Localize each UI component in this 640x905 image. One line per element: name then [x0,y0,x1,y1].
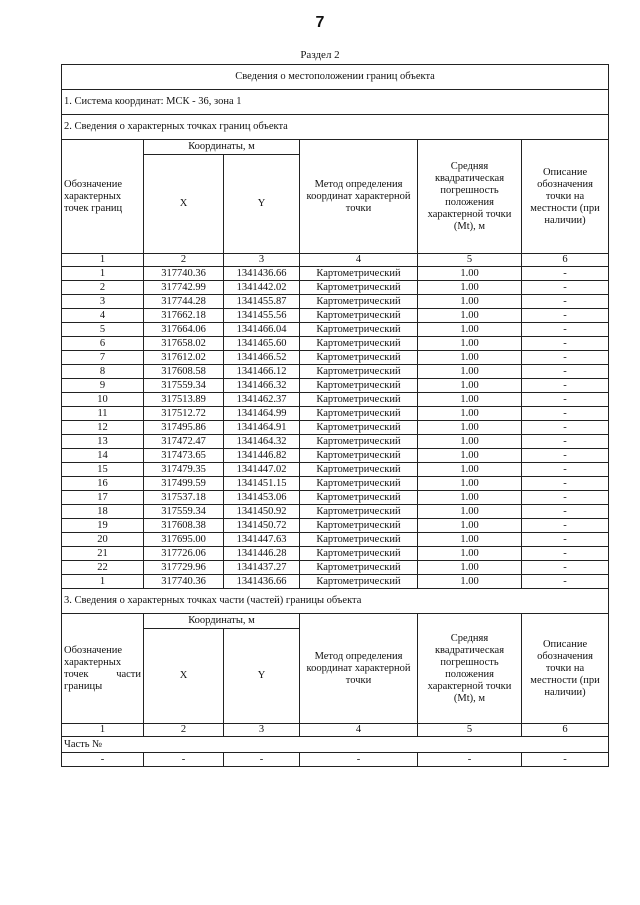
description: - [522,435,609,449]
accuracy: 1.00 [418,491,522,505]
coord-y: 1341450.72 [224,519,300,533]
description: - [522,575,609,589]
header-part-description: Описание обозначения точки на местности (при наличии) [522,614,609,724]
point-number: 3 [62,295,144,309]
coord-x: 317559.34 [144,379,224,393]
coord-x: 317608.58 [144,365,224,379]
column-number: 1 [62,254,144,267]
accuracy: 1.00 [418,463,522,477]
accuracy: 1.00 [418,435,522,449]
column-number: 5 [418,254,522,267]
coord-x: 317744.28 [144,295,224,309]
column-number: 3 [224,254,300,267]
point-number: 10 [62,393,144,407]
parts-heading: 3. Сведения о характерных точках части (частей) границы объекта [62,589,609,614]
accuracy: 1.00 [418,575,522,589]
header-method: Метод определения координат характерной точки [300,140,418,254]
method: Картометрический [300,337,418,351]
coord-y: 1341447.63 [224,533,300,547]
part-cell: - [62,753,144,767]
coord-y: 1341464.32 [224,435,300,449]
table-row [62,575,609,589]
accuracy: 1.00 [418,337,522,351]
accuracy: 1.00 [418,365,522,379]
coord-x: 317664.06 [144,323,224,337]
column-number: 5 [418,724,522,737]
accuracy: 1.00 [418,281,522,295]
table-row [62,281,609,295]
part-cell: - [224,753,300,767]
coord-system: 1. Система координат: МСК - 36, зона 1 [62,90,609,115]
accuracy: 1.00 [418,519,522,533]
column-number: 2 [144,724,224,737]
coord-x: 317479.35 [144,463,224,477]
coord-y: 1341466.32 [224,379,300,393]
accuracy: 1.00 [418,547,522,561]
header-part-method: Метод определения координат характерной точки [300,614,418,724]
point-number: 19 [62,519,144,533]
method: Картометрический [300,575,418,589]
column-number: 4 [300,724,418,737]
point-number: 14 [62,449,144,463]
point-number: 11 [62,407,144,421]
table-row [62,323,609,337]
coord-y: 1341436.66 [224,267,300,281]
column-number: 2 [144,254,224,267]
coord-x: 317740.36 [144,267,224,281]
accuracy: 1.00 [418,533,522,547]
coord-y: 1341466.12 [224,365,300,379]
coord-x: 317726.06 [144,547,224,561]
accuracy: 1.00 [418,267,522,281]
point-number: 16 [62,477,144,491]
coord-x: 317559.34 [144,505,224,519]
point-number: 7 [62,351,144,365]
method: Картометрический [300,365,418,379]
table-row [62,477,609,491]
description: - [522,407,609,421]
coord-x: 317512.72 [144,407,224,421]
column-number: 4 [300,254,418,267]
coord-y: 1341464.91 [224,421,300,435]
coord-x: 317499.59 [144,477,224,491]
coord-x: 317740.36 [144,575,224,589]
coord-y: 1341446.28 [224,547,300,561]
description: - [522,379,609,393]
coord-x: 317729.96 [144,561,224,575]
point-number: 4 [62,309,144,323]
header-point-designation: Обозначение характерных точек границ [62,140,144,254]
table-row [62,547,609,561]
method: Картометрический [300,421,418,435]
coord-x: 317612.02 [144,351,224,365]
column-number: 6 [522,724,609,737]
coord-y: 1341464.99 [224,407,300,421]
column-number: 3 [224,724,300,737]
coord-x: 317608.38 [144,519,224,533]
method: Картометрический [300,295,418,309]
coord-y: 1341436.66 [224,575,300,589]
method: Картометрический [300,323,418,337]
point-number: 5 [62,323,144,337]
coord-y: 1341466.52 [224,351,300,365]
coord-x: 317473.65 [144,449,224,463]
accuracy: 1.00 [418,351,522,365]
description: - [522,309,609,323]
method: Картометрический [300,379,418,393]
header-part-y: Y [224,629,300,724]
coord-x: 317742.99 [144,281,224,295]
column-number: 6 [522,254,609,267]
accuracy: 1.00 [418,561,522,575]
header-x: X [144,155,224,254]
description: - [522,547,609,561]
point-number: 9 [62,379,144,393]
method: Картометрический [300,393,418,407]
accuracy: 1.00 [418,477,522,491]
table-row [62,351,609,365]
header-accuracy: Средняя квадратическая погрешность положения характерной точки (Mt), м [418,140,522,254]
part-cell: - [300,753,418,767]
method: Картометрический [300,505,418,519]
point-number: 20 [62,533,144,547]
accuracy: 1.00 [418,295,522,309]
coord-y: 1341442.02 [224,281,300,295]
description: - [522,477,609,491]
method: Картометрический [300,547,418,561]
coord-y: 1341455.87 [224,295,300,309]
table-row [62,337,609,351]
accuracy: 1.00 [418,309,522,323]
description: - [522,505,609,519]
table-row [62,505,609,519]
points-heading: 2. Сведения о характерных точках границ объекта [62,115,609,140]
coord-y: 1341465.60 [224,337,300,351]
method: Картометрический [300,309,418,323]
column-number: 1 [62,724,144,737]
coord-x: 317662.18 [144,309,224,323]
description: - [522,449,609,463]
table-row [62,393,609,407]
point-number: 1 [62,575,144,589]
coord-x: 317495.86 [144,421,224,435]
description: - [522,365,609,379]
page-number: 7 [315,14,325,31]
point-number: 13 [62,435,144,449]
method: Картометрический [300,519,418,533]
accuracy: 1.00 [418,505,522,519]
method: Картометрический [300,463,418,477]
part-cell: - [418,753,522,767]
part-column-numbers-row [62,724,609,737]
coord-y: 1341451.15 [224,477,300,491]
header-part-x: X [144,629,224,724]
point-number: 6 [62,337,144,351]
coord-y: 1341446.82 [224,449,300,463]
header-coordinates: Координаты, м [144,140,300,155]
description: - [522,295,609,309]
column-numbers-row [62,254,609,267]
point-number: 21 [62,547,144,561]
method: Картометрический [300,533,418,547]
table-row [62,267,609,281]
description: - [522,463,609,477]
accuracy: 1.00 [418,449,522,463]
description: - [522,491,609,505]
header-part-accuracy: Средняя квадратическая погрешность положения характерной точки (Mt), м [418,614,522,724]
point-number: 17 [62,491,144,505]
table-row [62,295,609,309]
coord-x: 317695.00 [144,533,224,547]
part-cell: - [144,753,224,767]
header-part-point-designation: Обозначение характерных точек части границы [62,614,144,724]
table-row [62,561,609,575]
description: - [522,393,609,407]
coord-y: 1341466.04 [224,323,300,337]
method: Картометрический [300,407,418,421]
method: Картометрический [300,267,418,281]
point-number: 18 [62,505,144,519]
table-row [62,309,609,323]
point-number: 15 [62,463,144,477]
description: - [522,267,609,281]
description: - [522,421,609,435]
description: - [522,281,609,295]
accuracy: 1.00 [418,323,522,337]
boundary-table [61,64,609,767]
table-row [62,407,609,421]
accuracy: 1.00 [418,421,522,435]
coord-y: 1341450.92 [224,505,300,519]
accuracy: 1.00 [418,393,522,407]
description: - [522,519,609,533]
table-row [62,365,609,379]
coord-x: 317513.89 [144,393,224,407]
table-row [62,463,609,477]
point-number: 2 [62,281,144,295]
description: - [522,323,609,337]
description: - [522,351,609,365]
table-row [62,449,609,463]
point-number: 22 [62,561,144,575]
part-cell: - [522,753,609,767]
coord-x: 317472.47 [144,435,224,449]
coord-x: 317658.02 [144,337,224,351]
header-part-coordinates: Координаты, м [144,614,300,629]
part-label: Часть № [62,737,609,753]
description: - [522,561,609,575]
description: - [522,533,609,547]
table-row [62,519,609,533]
part-data-row [62,753,609,767]
method: Картометрический [300,435,418,449]
section-label: Раздел 2 [300,49,340,61]
accuracy: 1.00 [418,379,522,393]
method: Картометрический [300,351,418,365]
table-title: Сведения о местоположении границ объекта [62,65,609,90]
description: - [522,337,609,351]
method: Картометрический [300,449,418,463]
table-row [62,435,609,449]
coord-y: 1341455.56 [224,309,300,323]
table-row [62,379,609,393]
coord-y: 1341447.02 [224,463,300,477]
header-description: Описание обозначения точки на местности (при наличии) [522,140,609,254]
table-row [62,533,609,547]
point-number: 8 [62,365,144,379]
accuracy: 1.00 [418,407,522,421]
method: Картометрический [300,281,418,295]
table-row [62,491,609,505]
coord-x: 317537.18 [144,491,224,505]
coord-y: 1341437.27 [224,561,300,575]
point-number: 12 [62,421,144,435]
header-y: Y [224,155,300,254]
point-number: 1 [62,267,144,281]
coord-y: 1341462.37 [224,393,300,407]
method: Картометрический [300,477,418,491]
coord-y: 1341453.06 [224,491,300,505]
method: Картометрический [300,561,418,575]
table-row [62,421,609,435]
method: Картометрический [300,491,418,505]
